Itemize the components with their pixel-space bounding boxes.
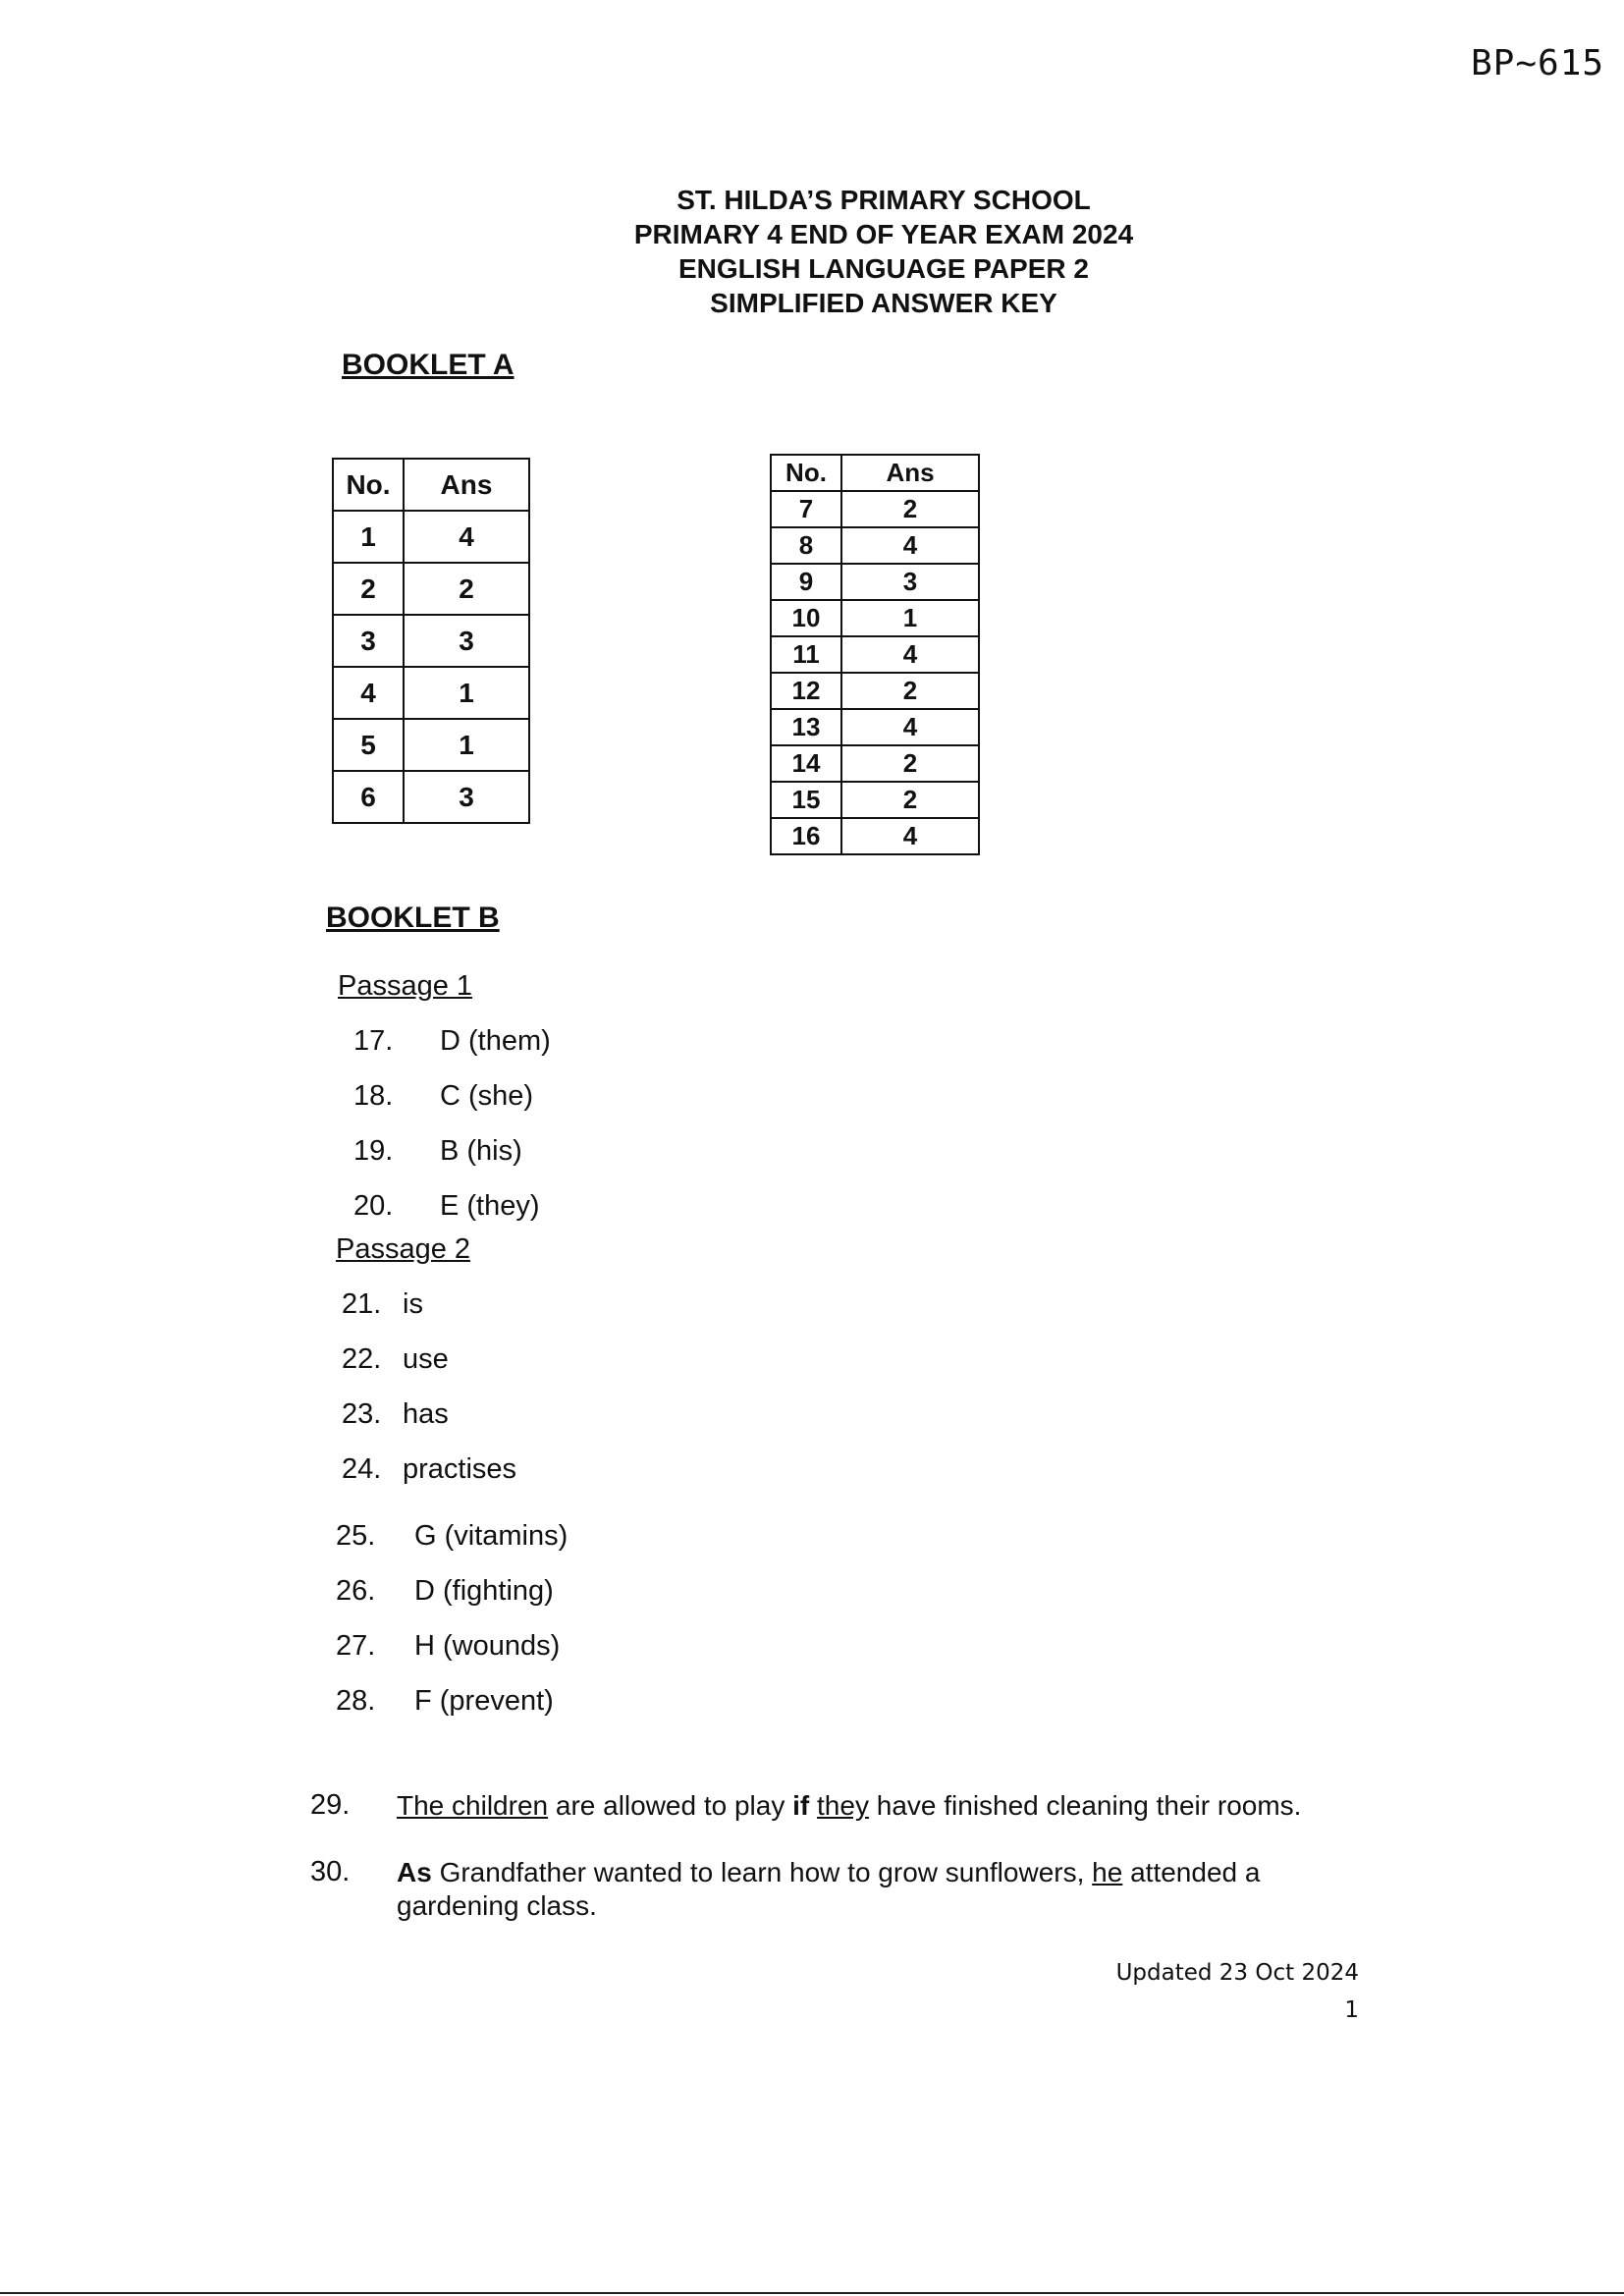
item-number: 19. <box>353 1135 394 1167</box>
item-answer: D (fighting) <box>414 1575 554 1607</box>
question-number: 2 <box>333 563 404 615</box>
column-header-ans: Ans <box>841 455 979 491</box>
item-answer: is <box>403 1288 423 1320</box>
table-row <box>771 564 979 600</box>
question-number: 6 <box>333 771 404 823</box>
answer-value: 2 <box>404 563 529 615</box>
underlined-pronoun: he <box>1092 1857 1123 1887</box>
item-number: 25. <box>336 1520 376 1552</box>
paper-title: ENGLISH LANGUAGE PAPER 2 <box>678 253 1089 284</box>
answer-value: 4 <box>404 511 529 563</box>
question-29-answer <box>397 1789 1359 1823</box>
answer-value: 2 <box>841 745 979 782</box>
item-answer: use <box>403 1343 449 1375</box>
bottom-edge-line <box>0 2292 1624 2294</box>
question-number: 7 <box>771 491 841 527</box>
table-row <box>771 491 979 527</box>
answer-value: 4 <box>841 709 979 745</box>
table-row <box>333 563 529 615</box>
table-row <box>771 709 979 745</box>
booklet-a-heading: BOOKLET A <box>342 349 514 381</box>
item-number: 24. <box>342 1453 382 1485</box>
updated-date: Updated 23 Oct 2024 <box>1115 1960 1359 1986</box>
question-number: 9 <box>771 564 841 600</box>
answer-key-title: SIMPLIFIED ANSWER KEY <box>710 288 1057 318</box>
question-number: 5 <box>333 719 404 771</box>
school-name: ST. HILDA’S PRIMARY SCHOOL <box>677 185 1091 215</box>
booklet-b-heading: BOOKLET B <box>326 902 500 934</box>
answer-value: 4 <box>841 818 979 854</box>
underlined-pronoun: they <box>817 1790 869 1821</box>
column-header-no: No. <box>771 455 841 491</box>
table-row <box>771 818 979 854</box>
question-number: 11 <box>771 636 841 673</box>
answer-value: 4 <box>841 527 979 564</box>
item-answer: H (wounds) <box>414 1630 561 1662</box>
column-header-no: No. <box>333 459 404 511</box>
item-answer: D (them) <box>440 1025 551 1057</box>
table-header-row <box>333 459 529 511</box>
question-number: 3 <box>333 615 404 667</box>
item-answer: practises <box>403 1453 517 1485</box>
question-number: 4 <box>333 667 404 719</box>
item-answer: G (vitamins) <box>414 1520 568 1552</box>
item-number: 18. <box>353 1080 394 1112</box>
item-answer: C (she) <box>440 1080 534 1112</box>
bold-conjunction: if <box>792 1790 810 1821</box>
item-number: 22. <box>342 1343 382 1375</box>
question-number: 10 <box>771 600 841 636</box>
item-answer: F (prevent) <box>414 1685 554 1717</box>
item-number: 28. <box>336 1685 376 1717</box>
table-header-row <box>771 455 979 491</box>
question-number: 8 <box>771 527 841 564</box>
underlined-subject: The children <box>397 1790 549 1821</box>
answer-value: 2 <box>841 782 979 818</box>
document-header <box>530 183 1237 320</box>
answer-value: 3 <box>404 615 529 667</box>
table-row <box>333 771 529 823</box>
document-code: BP~615 <box>1471 43 1605 83</box>
question-number: 1 <box>333 511 404 563</box>
bold-conjunction: As <box>397 1857 432 1887</box>
question-number: 15 <box>771 782 841 818</box>
answer-value: 2 <box>841 491 979 527</box>
question-30-number: 30. <box>310 1856 351 1887</box>
question-number: 16 <box>771 818 841 854</box>
answer-value: 1 <box>404 667 529 719</box>
question-number: 13 <box>771 709 841 745</box>
question-number: 14 <box>771 745 841 782</box>
answer-value: 1 <box>404 719 529 771</box>
item-answer: has <box>403 1398 449 1430</box>
table-row <box>771 782 979 818</box>
table-row <box>333 511 529 563</box>
table-row <box>771 745 979 782</box>
answer-value: 1 <box>841 600 979 636</box>
item-number: 17. <box>353 1025 394 1057</box>
answer-table-2 <box>770 454 980 855</box>
sentence-text: Grandfather wanted to learn how to grow sunflowers, <box>431 1857 1093 1887</box>
table-row <box>333 615 529 667</box>
column-header-ans: Ans <box>404 459 529 511</box>
item-number: 27. <box>336 1630 376 1662</box>
table-row <box>771 673 979 709</box>
question-30-answer <box>397 1856 1310 1923</box>
question-29-number: 29. <box>310 1789 351 1821</box>
answer-value: 4 <box>841 636 979 673</box>
item-number: 20. <box>353 1190 394 1222</box>
passage-1-heading: Passage 1 <box>338 970 473 1002</box>
answer-value: 3 <box>841 564 979 600</box>
table-row <box>771 527 979 564</box>
item-answer: B (his) <box>440 1135 522 1167</box>
sentence-text: attended a gardening class. <box>397 1857 1261 1921</box>
item-number: 21. <box>342 1288 382 1320</box>
item-number: 23. <box>342 1398 382 1430</box>
passage-2-heading: Passage 2 <box>336 1233 471 1265</box>
answer-table-1 <box>332 458 530 824</box>
page-number: 1 <box>1344 1997 1359 2023</box>
sentence-text: are allowed to play <box>548 1790 793 1821</box>
table-row <box>771 636 979 673</box>
answer-value: 2 <box>841 673 979 709</box>
item-answer: E (they) <box>440 1190 540 1222</box>
sentence-text: have finished cleaning their rooms. <box>868 1790 1302 1821</box>
table-row <box>771 600 979 636</box>
table-row <box>333 719 529 771</box>
exam-title: PRIMARY 4 END OF YEAR EXAM 2024 <box>633 219 1134 249</box>
sentence-space <box>809 1790 817 1821</box>
item-number: 26. <box>336 1575 376 1607</box>
table-row <box>333 667 529 719</box>
answer-value: 3 <box>404 771 529 823</box>
question-number: 12 <box>771 673 841 709</box>
